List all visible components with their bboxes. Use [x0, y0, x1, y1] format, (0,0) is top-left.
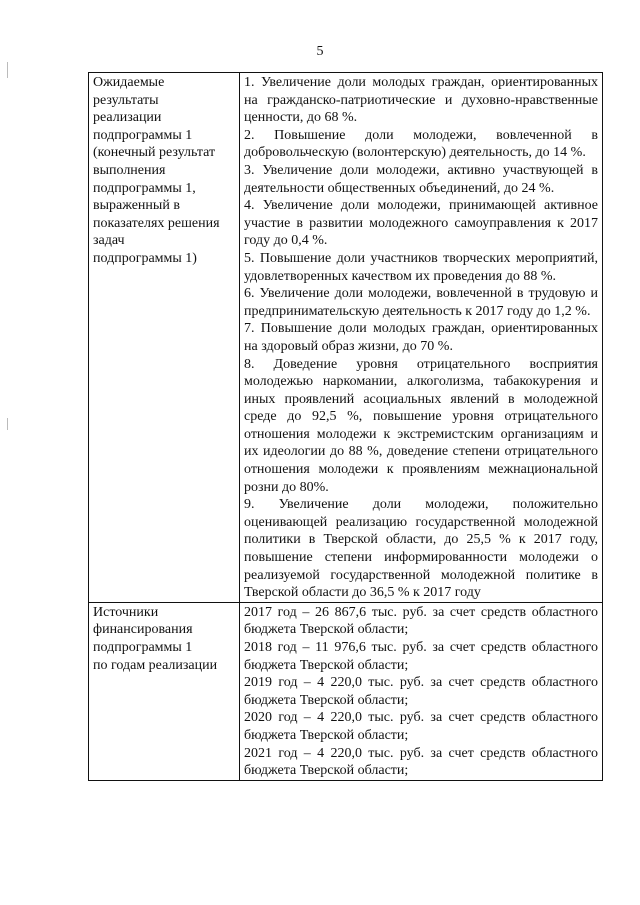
row-label-line: подпрограммы 1 [93, 640, 193, 655]
row-label-line: выраженный в [93, 198, 180, 214]
list-item: 2019 год – 4 220,0 тыс. руб. за счет средств областного бюджета Тверской области; [244, 675, 598, 708]
list-item: 9. Увеличение доли молодежи, положительно оценивающей реализацию государственной молодежной политики в Тверской области, до 25,5 % к 2017 году, повышение степени информированности молодежи о реализуемой государственной молодежной политике в Тверской области до 36,5 % к 2017 году [244, 497, 598, 601]
row-label-line: результаты [93, 92, 159, 108]
list-item: 7. Повышение доли молодых граждан, ориентированных на здоровый образ жизни, до 70 %. [244, 321, 598, 354]
row-label-line: выполнения [93, 162, 166, 178]
row-content-cell [240, 602, 603, 780]
list-item: 1. Увеличение доли молодых граждан, ориентированных на гражданско-патриотические и духовно-нравственные ценности, до 68 %. [244, 75, 598, 126]
list-item: 2018 год – 11 976,6 тыс. руб. за счет средств областного бюджета Тверской области; [244, 640, 598, 673]
row-label-line: реализации [93, 110, 162, 126]
row-label-line: подпрограммы 1 [93, 127, 193, 143]
row-label-line: задач [93, 233, 125, 249]
list-item: 2021 год – 4 220,0 тыс. руб. за счет средств областного бюджета Тверской области; [244, 745, 598, 779]
passport-table [88, 72, 603, 781]
scan-mark [7, 62, 8, 78]
row-label-line: Источники [93, 604, 159, 620]
list-item: 6. Увеличение доли молодежи, вовлеченной в трудовую и предпринимательскую деятельность к 2017 году до 1,2 %. [244, 286, 598, 319]
row-content-cell [240, 73, 603, 603]
row-label-line: Ожидаемые [93, 75, 165, 90]
row-label-line: подпрограммы 1, [93, 180, 196, 196]
list-item: 3. Увеличение доли молодежи, активно участвующей в деятельности общественных объединений, до 24 %. [244, 162, 598, 196]
row-label-line: (конечный результат [93, 145, 216, 161]
row-label-line: подпрограммы 1) [93, 250, 197, 266]
table-row-expected-results [89, 73, 603, 603]
list-item: 2020 год – 4 220,0 тыс. руб. за счет средств областного бюджета Тверской области; [244, 710, 598, 743]
page-number: 5 [316, 44, 324, 59]
list-item: 5. Повышение доли участников творческих мероприятий, удовлетворенных качеством их проведения до 88 %. [244, 250, 598, 284]
list-item: 2. Повышение доли молодежи, вовлеченной в добровольческую (волонтерскую) деятельность, до 14 %. [244, 127, 598, 161]
row-label-line: финансирования [93, 622, 193, 638]
scan-mark [7, 418, 8, 430]
row-label-cell [89, 602, 240, 780]
table-row-funding-sources [89, 602, 603, 780]
row-label-cell [89, 73, 240, 603]
row-label-line: по годам реализации [93, 657, 218, 673]
list-item: 2017 год – 26 867,6 тыс. руб. за счет средств областного бюджета Тверской области; [244, 604, 598, 638]
row-label-line: показателях решения [93, 215, 220, 231]
list-item: 4. Увеличение доли молодежи, принимающей активное участие в развитии молодежного самоуправления к 2017 году до 0,4 %. [244, 198, 598, 249]
list-item: 8. Доведение уровня отрицательного восприятия молодежью наркомании, алкоголизма, табакокурения и иных проявлений асоциальных явлений в молодежной среде до 92,5 %, повышение уровня отрицательного отношения молодежи к экстремистским организациям и их идеологии до 88 %, доведение степени отрицательного отношения молодежи к проявлениям межнациональной розни до 80%. [244, 356, 598, 495]
